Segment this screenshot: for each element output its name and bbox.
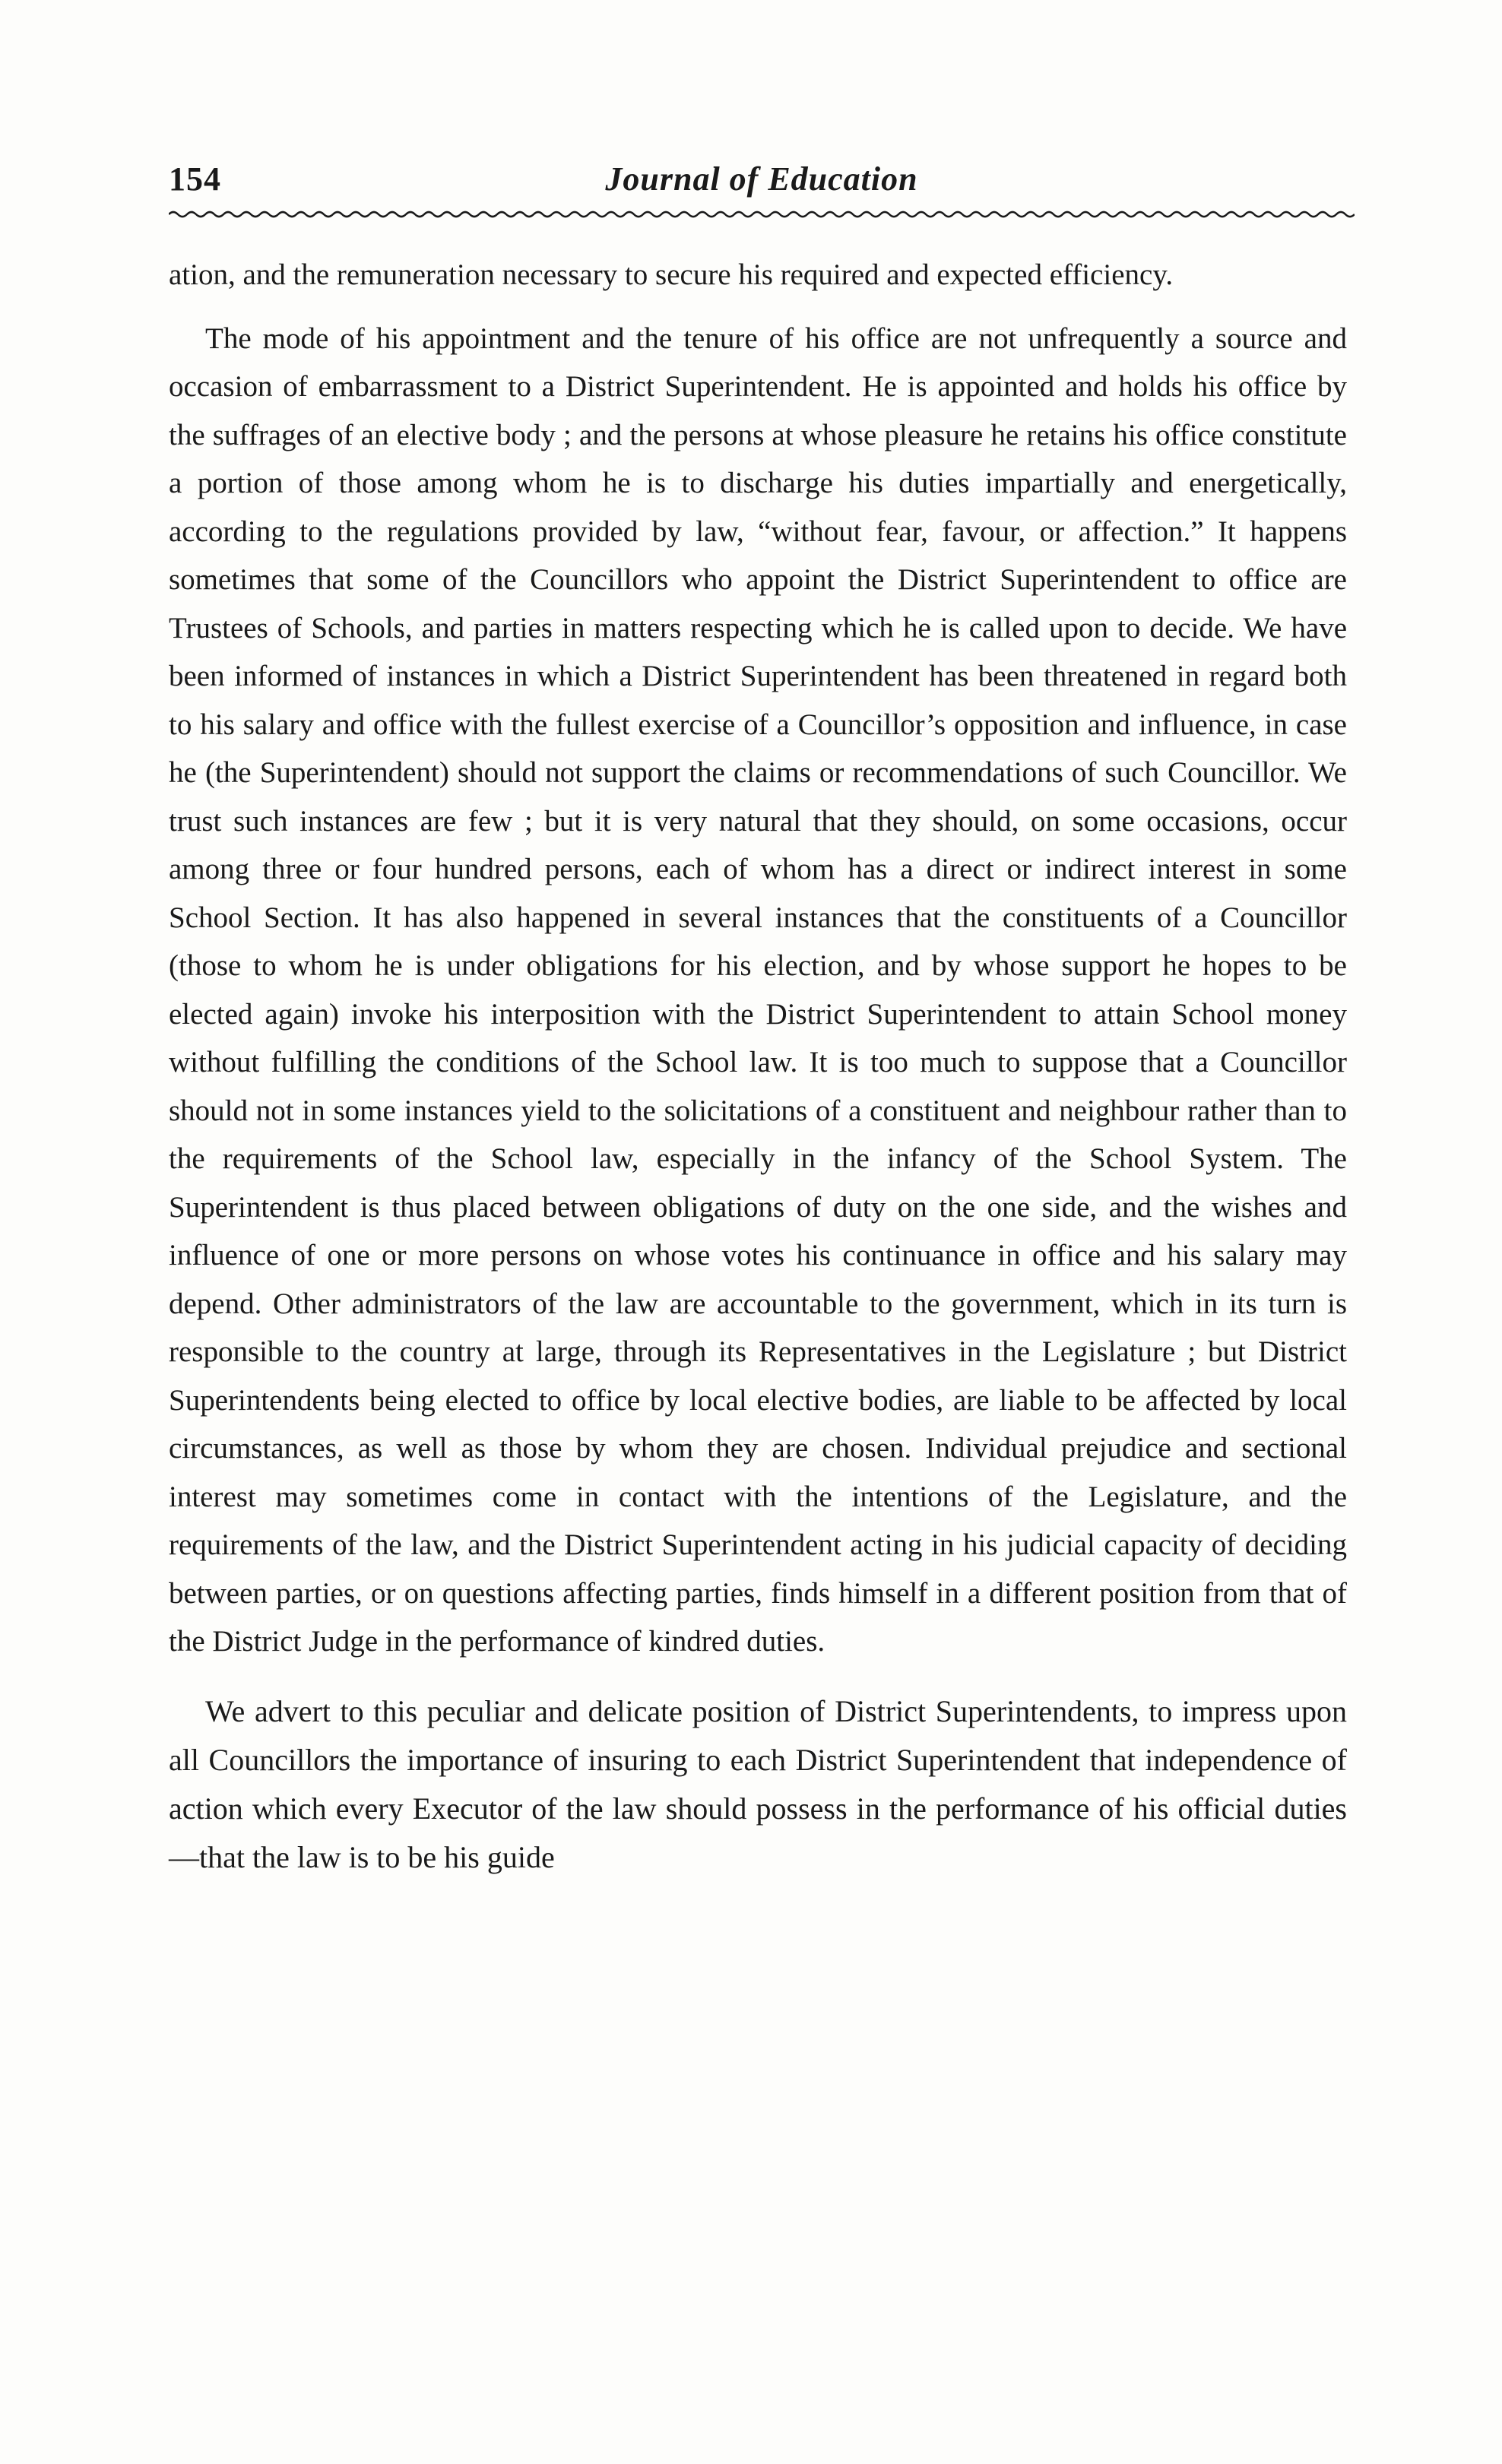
paragraph-1: ation, and the remuneration necessary to secure his required and expected efficiency.: [169, 258, 1174, 291]
running-title: Journal of Education: [605, 160, 918, 198]
page-header: [169, 160, 1355, 205]
paragraph-2: The mode of his appointment and the tenure of his office are not unfrequently a source and occasion of embarrassment to a District Superintendent. He is appointed and holds his office by the suffrages of an elective body ; and the persons at whose pleasure he retains his office constitute a portion of those among whom he is to discharge his duties impartially and energetically, according to the regulations provided by law, “without fear, favour, or affection.” It happens sometimes that some of the Councillors who appoint the District Superintendent to office are Trustees of Schools, and parties in matters respecting which he is called upon to decide. We have been informed of instances in which a District Superintendent has been threatened in regard both to his salary and office with the fullest exercise of a Councillor’s opposition and influence, in case he (the Superintendent) should not support the claims or recommendations of such Councillor. We trust such instances are few ; but it is very natural that they should, on some occasions, occur among three or four hundred persons, each of whom has a direct or indirect interest in some School Section. It has also happened in several instances that the constituents of a Councillor (those to whom he is under obligations for his election, and by whose support he hopes to be elected again) invoke his interposition with the District Superintendent to attain School money without fulfilling the conditions of the School law. It is too much to suppose that a Councillor should not in some instances yield to the solicitations of a constituent and neighbour rather than to the requirements of the School law, especially in the infancy of the School System. The Superintendent is thus placed between obligations of duty on the one side, and the wishes and influence of one or more persons on whose votes his continuance in office and his salary may depend. Other administrators of the law are accountable to the government, which in its turn is responsible to the country at large, through its Representatives in the Legislature ; but District Superintendents being elected to office by local elective bodies, are liable to be affected by local circumstances, as well as those by whom they are chosen. Individual prejudice and sectional interest may sometimes come in contact with the intentions of the Legislature, and the requirements of the law, and the District Superintendent acting in his judicial capacity of deciding between parties, or on questions affecting parties, finds himself in a different position from that of the District Judge in the performance of kindred duties.: [169, 321, 1347, 1658]
paragraph-3: We advert to this peculiar and delicate position of District Superintendents, to impress upon all Councillors the importance of insuring to each District Superintendent that independence of action which every Executor of the law should possess in the performance of his official duties—that the law is to be his guide: [169, 1693, 1347, 1874]
page-number: 154: [169, 160, 221, 198]
header-wavy-rule: [169, 210, 1355, 219]
body-text: [169, 251, 1347, 1882]
